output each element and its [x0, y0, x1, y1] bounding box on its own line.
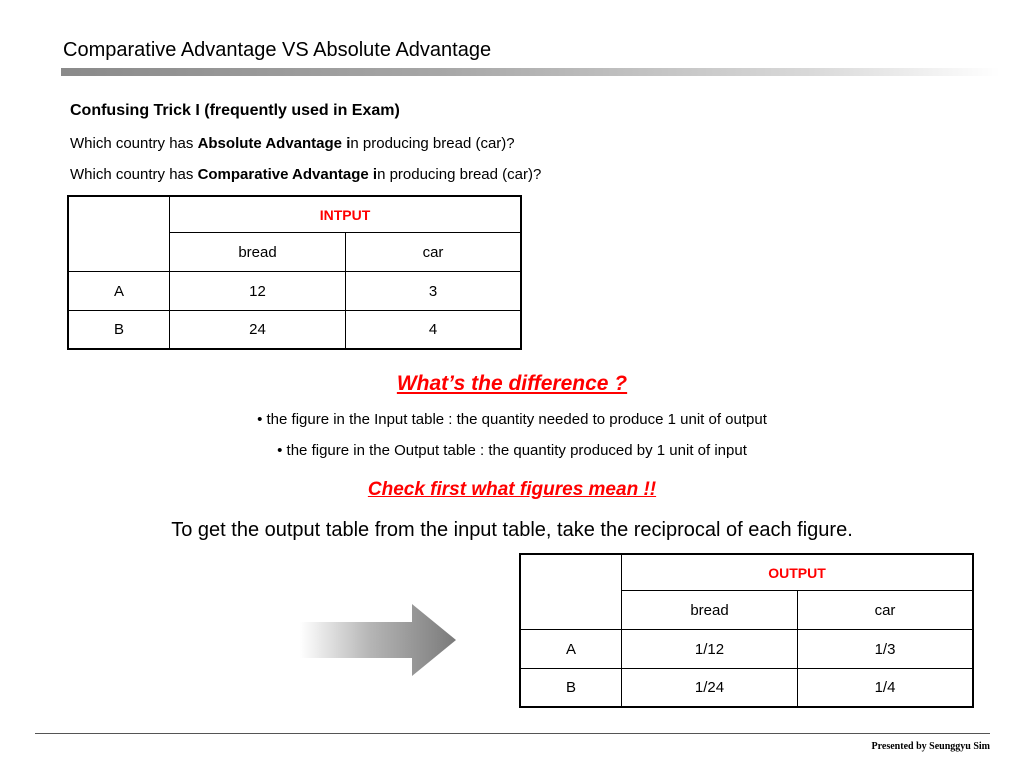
question-prefix: Which country has — [70, 166, 198, 183]
title-underline-bar — [61, 68, 1000, 76]
table-cell: 3 — [346, 272, 522, 311]
table-header: INTPUT — [170, 196, 522, 233]
column-header-car: car — [346, 233, 522, 272]
question-suffix: n producing bread (car)? — [377, 166, 542, 183]
question-bold-term: Comparative Advantage i — [197, 166, 378, 183]
question-prefix: Which country has — [70, 135, 198, 152]
table-row — [520, 669, 973, 708]
bullet-output-meaning: • the figure in the Output table : the quantity produced by 1 unit of input — [277, 442, 747, 459]
row-label: B — [68, 311, 170, 350]
table-cell: 4 — [346, 311, 522, 350]
table-cell: 1/4 — [798, 669, 974, 708]
right-arrow-icon — [300, 604, 456, 676]
bullet-input-meaning: • the figure in the Input table : the quantity needed to produce 1 unit of output — [257, 411, 767, 428]
table-cell: 1/12 — [622, 630, 798, 669]
table-cell: 1/3 — [798, 630, 974, 669]
question-comparative-advantage — [70, 165, 541, 185]
table-corner-cell — [520, 554, 622, 630]
question-bold-term: Absolute Advantage i — [197, 135, 351, 152]
column-header-bread: bread — [622, 591, 798, 630]
table-cell: 24 — [170, 311, 346, 350]
table-row — [68, 311, 521, 350]
table-cell: 1/24 — [622, 669, 798, 708]
reciprocal-instruction: To get the output table from the input table, take the reciprocal of each figure. — [171, 519, 853, 541]
output-table — [519, 553, 974, 708]
table-header: OUTPUT — [622, 554, 974, 591]
footer-credit: Presented by Seunggyu Sim — [871, 741, 990, 752]
row-label: A — [68, 272, 170, 311]
section-heading: Confusing Trick I (frequently used in Exam) — [70, 102, 400, 119]
row-label: A — [520, 630, 622, 669]
slide-title: Comparative Advantage VS Absolute Advantage — [63, 39, 492, 61]
row-label: B — [520, 669, 622, 708]
check-heading: Check first what figures mean !! — [367, 479, 657, 500]
column-header-bread: bread — [170, 233, 346, 272]
input-table — [67, 195, 522, 350]
table-row — [68, 272, 521, 311]
column-header-car: car — [798, 591, 974, 630]
table-row — [520, 630, 973, 669]
table-cell: 12 — [170, 272, 346, 311]
footer-divider — [35, 733, 990, 734]
table-corner-cell — [68, 196, 170, 272]
difference-heading: What’s the difference ? — [396, 372, 628, 395]
question-suffix: n producing bread (car)? — [350, 135, 515, 152]
question-absolute-advantage — [70, 134, 515, 154]
